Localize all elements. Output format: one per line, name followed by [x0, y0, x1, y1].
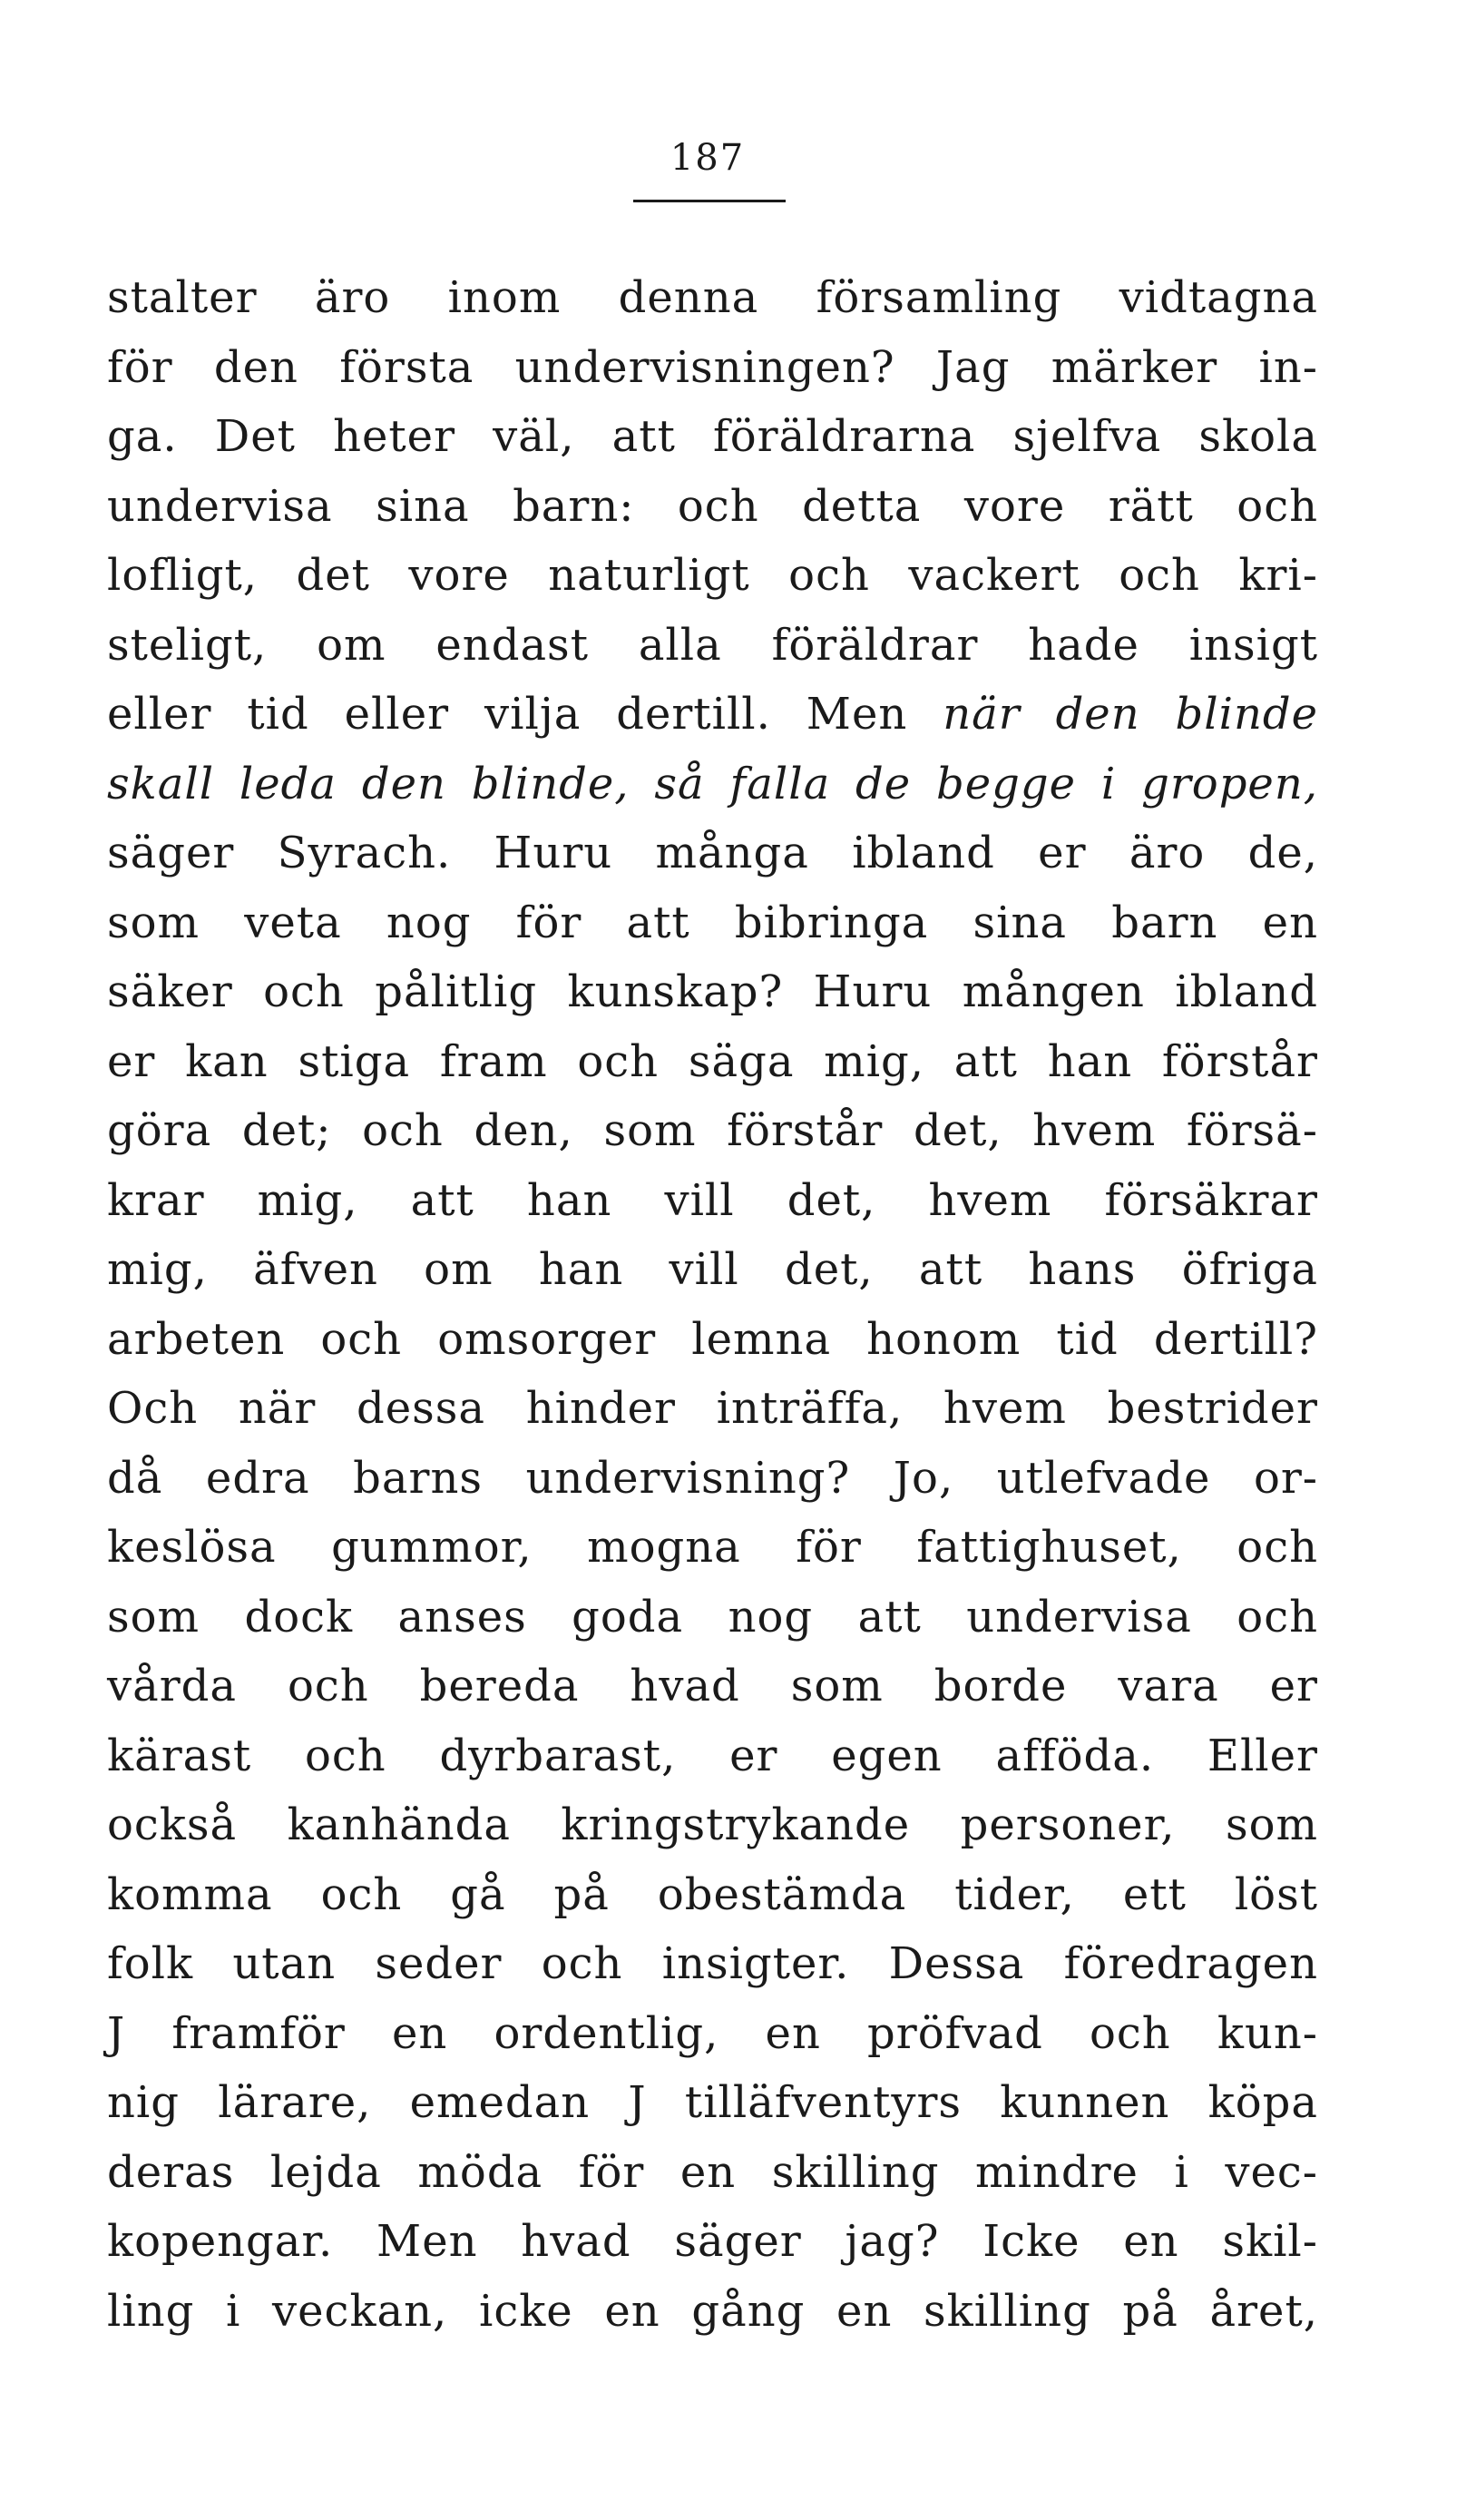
text-line-29: kopengar. Men hvad säger jag? Icke en skil-: [107, 2216, 1318, 2267]
text-line-14: krar mig, att han vill det, hvem försäkrar: [107, 1174, 1318, 1226]
text-line-1: stalter äro inom denna församling vidtagna: [107, 272, 1318, 323]
text-line-13: göra det; och den, som förstår det, hvem försä-: [107, 1105, 1318, 1156]
text-line-22: kärast och dyrbarast, er egen afföda. Eller: [107, 1730, 1318, 1781]
text-line-20: som dock anses goda nog att undervisa och: [107, 1591, 1318, 1642]
body-text: [107, 263, 1318, 2346]
text-line-4: undervisa sina barn: och detta vore rätt och: [107, 480, 1318, 532]
text-line-28: deras lejda möda för en skilling mindre i vec-: [107, 2146, 1318, 2198]
text-line-30: ling i veckan, icke en gång en skilling på året,: [107, 2285, 1318, 2337]
text-line-16: arbeten och omsorger lemna honom tid dertill?: [107, 1313, 1318, 1365]
text-line-11: säker och pålitlig kunskap? Huru mången ibland: [107, 966, 1318, 1017]
text-line-2: för den första undervisningen? Jag märker in-: [107, 341, 1318, 393]
text-line-27: nig lärare, emedan J tilläfventyrs kunnen köpa: [107, 2077, 1318, 2128]
text-line-26: J framför en ordentlig, en pröfvad och kun-: [107, 2007, 1318, 2059]
text-line-7-roman: eller tid eller vilja dertill. Men: [107, 689, 943, 740]
text-line-17: Och när dessa hinder inträffa, hvem bestrider: [107, 1383, 1318, 1434]
text-line-21: vårda och bereda hvad som borde vara er: [107, 1661, 1318, 1711]
text-line-9: säger Syrach. Huru många ibland er äro de,: [107, 828, 1318, 878]
text-line-15: mig, äfven om han vill det, att hans öfriga: [107, 1244, 1318, 1295]
text-line-23: också kanhända kringstrykande personer, som: [107, 1799, 1318, 1850]
text-line-24: komma och gå på obestämda tider, ett löst: [107, 1868, 1318, 1920]
text-line-18: då edra barns undervisning? Jo, utlefvade or-: [107, 1452, 1318, 1504]
text-line-7: [107, 680, 1318, 750]
page-number: 187: [670, 137, 746, 179]
text-line-19: keslösa gummor, mogna för fattighuset, och: [107, 1522, 1318, 1573]
text-line-10: som veta nog för att bibringa sina barn en: [107, 897, 1318, 948]
text-line-5: lofligt, det vore naturligt och vackert och kri-: [107, 550, 1318, 601]
text-line-8: skall leda den blinde, så falla de begge i gropen,: [107, 758, 1318, 809]
page-number-rule: [633, 200, 786, 202]
text-line-7-italic: när den blinde: [943, 689, 1318, 740]
text-line-3: ga. Det heter väl, att föräldrarna sjelfva skola: [107, 411, 1318, 462]
text-line-25: folk utan seder och insigter. Dessa föredragen: [107, 1938, 1318, 1989]
text-line-6: steligt, om endast alla föräldrar hade insigt: [107, 619, 1318, 671]
text-line-12: er kan stiga fram och säga mig, att han förstår: [107, 1035, 1318, 1087]
